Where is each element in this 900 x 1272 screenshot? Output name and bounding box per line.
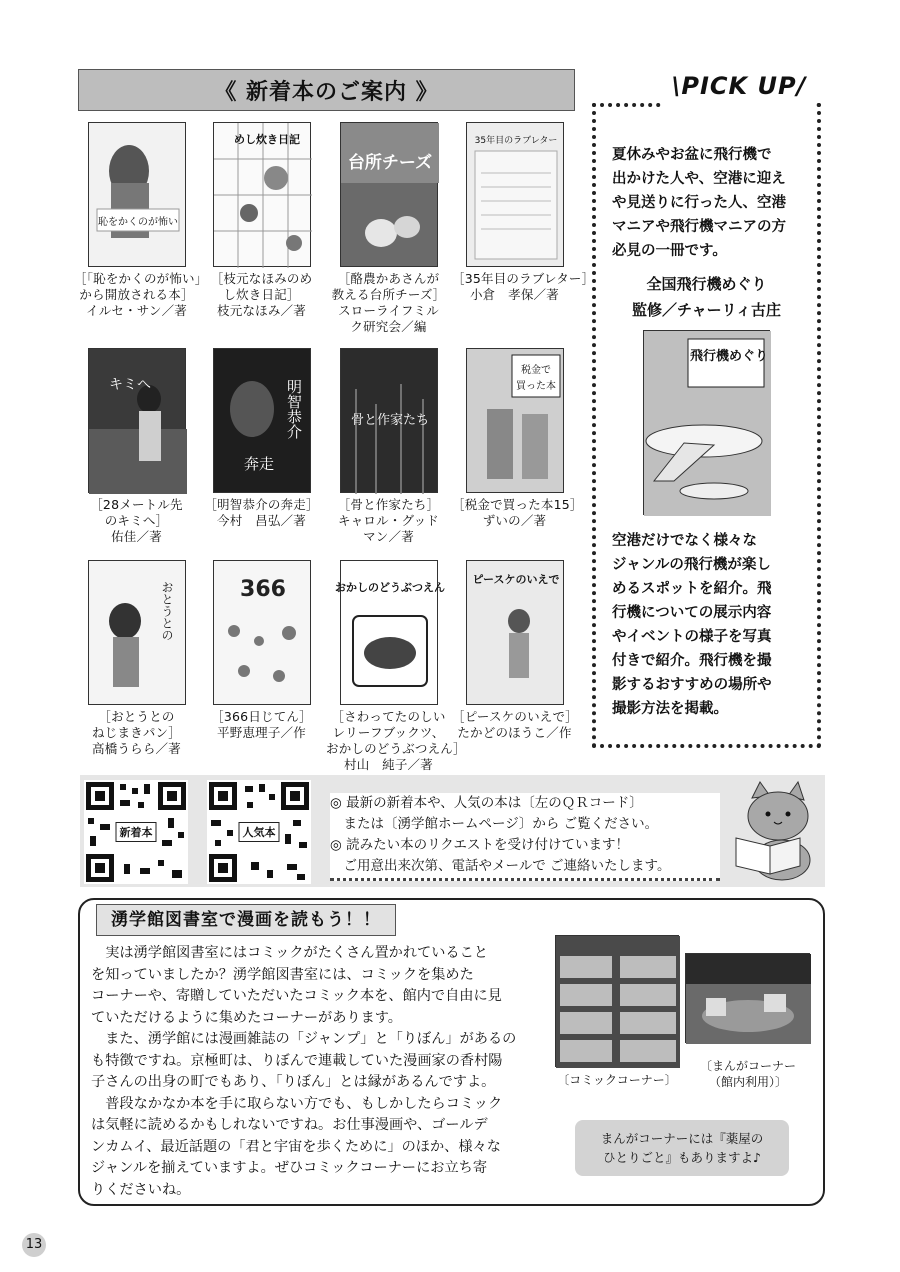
comic-corner-photo[interactable] bbox=[555, 935, 679, 1067]
svg-text:奔走: 奔走 bbox=[243, 455, 274, 473]
book-item[interactable] bbox=[326, 348, 451, 545]
svg-text:明智恭介: 明智恭介 bbox=[284, 379, 303, 439]
book-cover-illustration bbox=[341, 349, 439, 494]
book-caption: ［おとうとの ねじまきパン］ 高橋うらら／著 bbox=[92, 709, 181, 756]
page-number: 13 bbox=[22, 1233, 46, 1257]
pickup-book-cover[interactable] bbox=[643, 330, 770, 515]
book-caption: ［366日じてん］ 平野恵理子／作 bbox=[211, 709, 312, 740]
book-cover bbox=[340, 122, 438, 267]
svg-text:めし炊き日記: めし炊き日記 bbox=[233, 133, 300, 146]
pickup-slash-right: / bbox=[796, 72, 807, 100]
book-item[interactable] bbox=[74, 560, 199, 757]
book-item[interactable] bbox=[199, 122, 324, 319]
svg-text:買った本: 買った本 bbox=[515, 381, 556, 392]
book-item[interactable] bbox=[326, 122, 451, 335]
book-cover-illustration bbox=[467, 123, 565, 268]
book-caption: ［35年目のラブレター］ 小倉 孝保／著 bbox=[452, 271, 595, 302]
book-item[interactable] bbox=[452, 560, 577, 741]
svg-text:おかしのどうぶつえん: おかしのどうぶつえん bbox=[334, 581, 445, 594]
book-cover bbox=[88, 348, 186, 493]
book-item[interactable] bbox=[199, 348, 324, 529]
svg-text:キミへ: キミへ bbox=[108, 377, 151, 393]
book-caption: ［骨と作家たち］ キャロル・グッド マン／著 bbox=[337, 497, 440, 544]
book-cover bbox=[213, 122, 311, 267]
book-caption: ［枝元なほみのめ し炊き日記］ 枝元なほみ／著 bbox=[210, 271, 313, 318]
book-cover bbox=[334, 560, 445, 705]
notice-box: ◎ 最新の新着本や、人気の本は〔左のＱＲコード〕 または〔湧学館ホームページ〕から ご覧ください。 ◎ 読みたい本のリクエストを受け付けています！ ご用意出来次第、電話やメールで ご連絡いたします。 bbox=[330, 793, 720, 881]
svg-text:366: 366 bbox=[239, 577, 286, 602]
qr-label-new-books: 新着本 bbox=[116, 822, 157, 842]
pickup-slash-left: \ bbox=[671, 72, 682, 100]
book-cover bbox=[466, 348, 564, 493]
book-caption: ［税金で買った本15］ ずいの／著 bbox=[452, 497, 583, 528]
svg-text:おとうとの: おとうとの bbox=[159, 581, 174, 641]
manga-corner-caption: 〔まんがコーナー （館内利用）〕 bbox=[699, 1059, 796, 1089]
book-item[interactable] bbox=[74, 348, 199, 545]
book-cover bbox=[88, 122, 186, 267]
pickup-box bbox=[592, 103, 821, 748]
book-cover-illustration bbox=[334, 561, 445, 706]
manga-section-title: 湧学館図書室で漫画を読もう！！ bbox=[96, 904, 396, 936]
book-cover-illustration bbox=[467, 561, 565, 706]
book-cover-illustration bbox=[89, 349, 187, 494]
qr-label-popular-books: 人気本 bbox=[239, 822, 280, 842]
book-cover-illustration bbox=[89, 561, 187, 706]
book-cover bbox=[88, 560, 186, 705]
pickup-intro: 夏休みやお盆に飛行機で 出かけた人や、空港に迎え や見送りに行った人、空港 マニアや飛行機マニアの方 必見の一冊です。 bbox=[612, 147, 786, 259]
pickup-cover-title: 飛行機めぐり bbox=[690, 349, 769, 364]
book-item[interactable] bbox=[74, 122, 208, 319]
qr-code-popular-books[interactable] bbox=[207, 780, 311, 884]
book-item[interactable] bbox=[452, 122, 595, 303]
svg-text:35年目のラブレター: 35年目のラブレター bbox=[474, 136, 557, 146]
cat-reading-icon bbox=[730, 780, 822, 882]
book-cover-illustration bbox=[467, 349, 565, 494]
book-cover bbox=[213, 560, 311, 705]
comic-corner-caption: 〔コミックコーナー〕 bbox=[557, 1073, 677, 1087]
book-item[interactable] bbox=[452, 348, 583, 529]
book-caption: ［さわってたのしい レリーフブックツ、 おかしのどうぶつえん］ 村山 純子／著 bbox=[326, 709, 466, 772]
book-caption: ［「恥をかくのが怖い」 から開放される本］ イルセ・サン／著 bbox=[74, 271, 208, 318]
book-cover-illustration bbox=[341, 123, 439, 268]
book-cover bbox=[466, 560, 564, 705]
book-cover bbox=[213, 348, 311, 493]
book-item[interactable] bbox=[199, 560, 324, 741]
qr-code-new-books[interactable] bbox=[84, 780, 188, 884]
pickup-book-title: 全国飛行機めぐり bbox=[646, 275, 767, 293]
reading-table-illustration bbox=[686, 954, 811, 1044]
manga-note: まんがコーナーには『薬屋の ひとりごと』もありますよ♪ bbox=[575, 1120, 789, 1176]
book-cover-illustration bbox=[214, 561, 312, 706]
svg-text:税金で: 税金で bbox=[520, 365, 551, 376]
book-caption: ［ピースケのいえで］ たかどのほうこ／作 bbox=[452, 709, 578, 740]
book-caption: ［酪農かあさんが 教える台所チーズ］ スローライフミル ク研究会／編 bbox=[331, 271, 446, 334]
book-cover-illustration bbox=[214, 349, 312, 494]
svg-text:台所チーズ: 台所チーズ bbox=[347, 153, 432, 173]
svg-text:恥をかくのが怖い: 恥をかくのが怖い bbox=[97, 217, 178, 228]
book-caption: ［28メートル先 のキミへ］ 佑佳／著 bbox=[90, 497, 183, 544]
manga-body-text: 実は湧学館図書室にはコミックがたくさん置かれていること を知っていましたか？湧学館図書室には、コミックを集めた コーナーや、寄贈していただいたコミック本を、館内で自由に見 ていただけるように集めたコーナーがあります。 また、湧学館には漫画雑誌の「ジャンプ」と「りぼん」があるの も特徴ですね。京極町は、りぼんで連載していた漫画家の香村陽 子さんの出身の町でもあり、「りぼん」とは縁があるんですよ。 普段なかなか本を手に取らない方でも、もしかしたらコミック は気軽に読めるかもしれないですね。お仕事漫画や、ゴールデ ンカムイ、最近話題の「君と宇宙を歩くために」のほか、様々な ジャンルを揃えていますよ。ぜひコミックコーナーにお立ち寄 りくださいね。 bbox=[91, 945, 517, 1198]
book-cover bbox=[340, 348, 438, 493]
manga-corner-photo[interactable] bbox=[685, 953, 810, 1043]
book-cover-illustration bbox=[214, 123, 312, 268]
pickup-book-author: 監修／チャーリィ古庄 bbox=[632, 301, 781, 319]
bookshelf-illustration bbox=[556, 936, 680, 1068]
book-caption: ［明智恭介の奔走］ 今村 昌弘／著 bbox=[204, 497, 319, 528]
new-books-header: 《 新着本のご案内 》 bbox=[78, 69, 575, 111]
svg-text:ピースケのいえで: ピースケのいえで bbox=[471, 573, 560, 586]
pickup-heading: \PICK UP/ bbox=[664, 72, 814, 108]
pickup-body: 空港だけでなく様々な ジャンルの飛行機が楽し めるスポットを紹介。飛 行機についての展示内容 やイベントの様子を写真 付きで紹介。飛行機を撮 影するおすすめの場所や 撮影方法を掲載。 bbox=[612, 533, 772, 717]
book-item[interactable] bbox=[326, 560, 466, 773]
svg-text:骨と作家たち: 骨と作家たち bbox=[350, 413, 429, 428]
book-cover bbox=[466, 122, 564, 267]
book-cover-illustration bbox=[89, 123, 187, 268]
